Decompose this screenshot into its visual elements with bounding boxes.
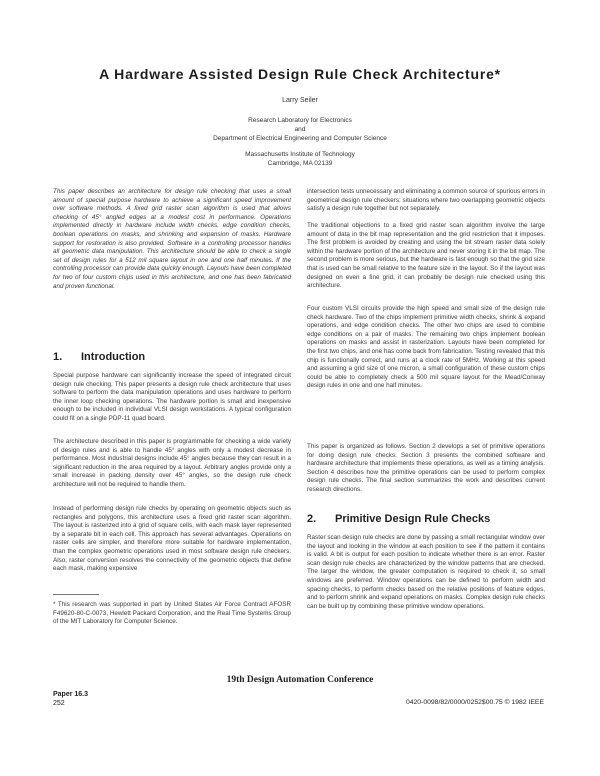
affiliation-line-1: Research Laboratory for Electronics — [248, 117, 352, 124]
section-1-number: 1. — [53, 351, 63, 363]
intro-paragraph-5: The traditional objections to a fixed grid raster scan algorithm involve the large amount of data in the bit map representation and the grid restriction that it imposes. The first problem is avoided by creating and using the bit stream raster data solely within the hardware portion of the architecture and never storing it in the bit map. The second problem is more serious, but the hardware is fast enough so that the grid size that is used can be small relative to the feature size in the layout. So if the layout was designed on even a fine grid, it can probably be design rule checked using this architecture. — [307, 222, 545, 290]
section-2-heading — [307, 513, 490, 525]
footnote-divider — [53, 594, 99, 595]
paper-label: Paper 16.3 — [53, 691, 89, 698]
intro-paragraph-7: This paper is organized as follows. Section 2 develops a set of primitive operations for doing design rule checks. Section 3 presents the combined software and hardware architecture that implements these operations, as well as a timing analysis. Section 4 describes how the primitive operations can be used to perform complex design rule checks. The final section summarizes the work and describes current research directions. — [307, 443, 545, 493]
copyright-notice: 0420-0098/82/0000/0252$00.75 © 1982 IEEE — [405, 699, 544, 706]
author-name: Larry Seiler — [282, 97, 318, 104]
conference-name: 19th Design Automation Conference — [226, 675, 374, 685]
section-1-heading — [53, 351, 145, 363]
intro-paragraph-2: The architecture described in this paper is programmable for checking a wide variety of design rules and is able to handle 45° angles with only a modest decrease in performance. Most industrial designs include 45° angles because they can result in a significant reduction in the area required by a layout. Arbitrary angles provide only a small increase in packing density over 45° angles, so the design rule check architecture will not be required to handle them. — [53, 438, 291, 488]
affiliation-line-2: and — [294, 126, 306, 133]
paper-label-block — [53, 690, 88, 708]
intro-paragraph-3: Instead of performing design rule checks by operating on geometric objects such as rectangles and polygons, this architecture uses a fixed grid raster scan algorithm. The layout is rasterized into a grid of square cells, with each mask layer represented by a separate bit in each cell. This approach has several advantages. Operations on raster cells are simpler, and therefore more suitable for hardware implementation, than the complex geometric operations used in most software design rule checkers. Also, raster conversion resolves the connectivity of the geometric objects that define each mask, making expensive — [53, 505, 291, 573]
intro-paragraph-4: intersection tests unnecessary and eliminating a common source of spurious errors in geometrical design rule checkers: situations where two overlapping geometric objects satisfy a design rule together but not separately. — [307, 188, 546, 213]
footnote: * This research was supported in part by United States Air Force Contract AFOSR F49620-80-C-0073, Hewlett Packard Corporation, and the Real Time Systems Group of the MIT Laboratory for Computer Science. — [53, 601, 291, 626]
section-2-paragraph-1: Raster scan design rule checks are done by passing a small rectangular window over the layout and looking in the window at each position to see if the pattern it contains is valid. A bit is output for each position to indicate whether there is an error. Raster scan design rule checks are characterized by the window patterns that are checked. The larger the window, the greater computation is required to check it, so small windows are preferred. Window operations can be defined to perform width and spacing checks, to perform checks based on the relative positions of feature edges, and to perform shrink and expand operations on masks. Complex design rule checks can be built up by combining these primitive window operations. — [307, 534, 545, 610]
intro-paragraph-1: Special purpose hardware can significantly increase the speed of integrated circuit design rule checking. This paper presents a design rule check architecture that uses software to perform the data manipulation operations and uses hardware to perform the inner loop checking operations. The hardware portion is small and inexpensive enough to be included in individual VLSI design workstations. A typical configuration could fit on a single PDP-11 quad board. — [53, 372, 291, 422]
intro-paragraph-6: Four custom VLSI circuits provide the high speed and small size of the design rule check hardware. Two of the chips implement primitive width checks, shrink & expand operations, and edge condition checks. The other two chips are used to combine edge conditions on a pair of masks. The remaining two chips implement boolean operations on masks and assist in rasterization. Layouts have been completed for the first two chips, and one has come back from fabrication. Testing revealed that this chip is functionally correct, and runs at a clock rate of 5MHz. Working at this speed and assuming a grid size of one micron, a small configuration of these custom chips could be able to completely check a 500 mil square layout for the Mead/Conway design rules in one and one half minutes. — [307, 305, 545, 390]
section-2-title: Primitive Design Rule Checks — [335, 513, 491, 525]
institution-line-1: Massachusetts Institute of Technology — [245, 151, 355, 158]
institution-line-2: Cambridge, MA 02139 — [267, 160, 333, 167]
affiliation-line-3: Department of Electrical Engineering and Computer Science — [213, 135, 387, 142]
page-number: 252 — [53, 700, 65, 707]
section-2-number: 2. — [307, 513, 317, 525]
paper-title: A Hardware Assisted Design Rule Check Architecture* — [99, 66, 501, 82]
section-1-title: Introduction — [81, 351, 146, 363]
abstract: This paper describes an architecture for design rule checking that uses a small amount of special purpose hardware to achieve a significant speed improvement over software methods. A fixed grid raster scan algorithm is used that allows checking of 45° angled edges at a modest cost in performance. Operations implemented directly in hardware include width checks, edge condition checks, boolean operations on masks, and shrinking and expansion of masks. Hardware support for restoration is also provided. Software in a controlling processor handles all geometric data manipulation. This architecture should be able to check a single set of design rules for a 512 mil square layout in one and one half minutes. If the controlling processor can provide data quickly enough. Layouts have been completed for two of four custom chips used in this architecture, and one has been fabricated and proven functional. — [53, 188, 291, 290]
